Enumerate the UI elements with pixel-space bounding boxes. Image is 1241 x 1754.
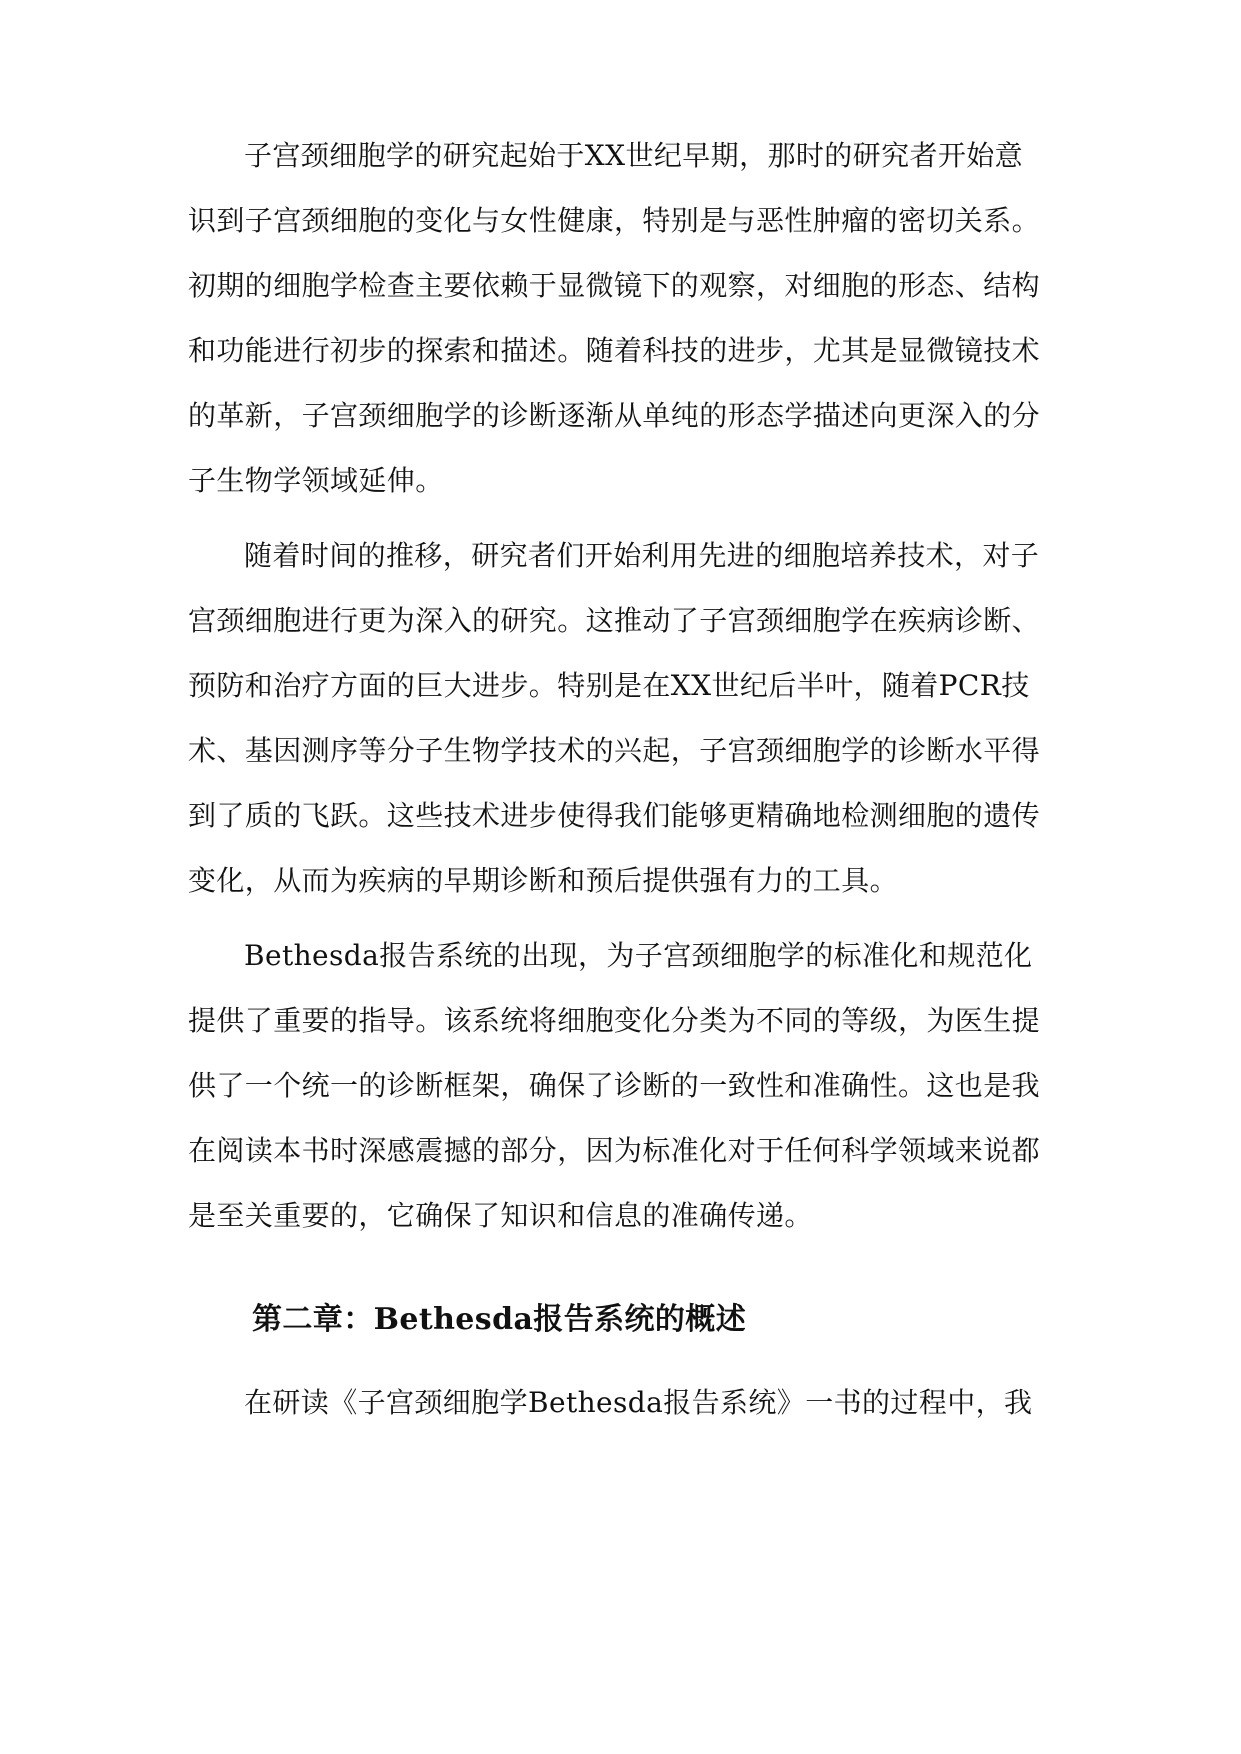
paragraph-1-line-2: 识到子宫颈细胞的变化与女性健康，特别是与恶性肿瘤的密切关系。	[188, 204, 1041, 237]
paragraph-1-line-3: 初期的细胞学检查主要依赖于显微镜下的观察，对细胞的形态、结构	[188, 269, 1041, 302]
paragraph-1-line-6: 子生物学领域延伸。	[188, 464, 444, 497]
paragraph-3-line-1: Bethesda报告系统的出现，为子宫颈细胞学的标准化和规范化	[244, 939, 1033, 972]
paragraph-3-line-5: 是至关重要的，它确保了知识和信息的准确传递。	[188, 1199, 813, 1232]
paragraph-1-line-4: 和功能进行初步的探索和描述。随着科技的进步，尤其是显微镜技术	[188, 334, 1041, 367]
paragraph-3-line-3: 供了一个统一的诊断框架，确保了诊断的一致性和准确性。这也是我	[188, 1069, 1041, 1102]
paragraph-2-line-3: 预防和治疗方面的巨大进步。特别是在XX世纪后半叶，随着PCR技	[188, 669, 1030, 702]
closing-line: 在研读《子宫颈细胞学Bethesda报告系统》一书的过程中，我	[244, 1386, 1033, 1419]
paragraph-3-line-4: 在阅读本书时深感震撼的部分，因为标准化对于任何科学领域来说都	[188, 1134, 1041, 1167]
paragraph-3-line-2: 提供了重要的指导。该系统将细胞变化分类为不同的等级，为医生提	[188, 1004, 1041, 1037]
chapter-heading: 第二章：Bethesda报告系统的概述	[252, 1302, 747, 1337]
paragraph-2-line-1: 随着时间的推移，研究者们开始利用先进的细胞培养技术，对子	[244, 539, 1040, 572]
paragraph-2-line-5: 到了质的飞跃。这些技术进步使得我们能够更精确地检测细胞的遗传	[188, 799, 1041, 832]
paragraph-2-line-4: 术、基因测序等分子生物学技术的兴起，子宫颈细胞学的诊断水平得	[188, 734, 1041, 767]
paragraph-2-line-6: 变化，从而为疾病的早期诊断和预后提供强有力的工具。	[188, 864, 899, 897]
paragraph-1-line-1: 子宫颈细胞学的研究起始于XX世纪早期，那时的研究者开始意	[244, 139, 1024, 172]
paragraph-2-line-2: 宫颈细胞进行更为深入的研究。这推动了子宫颈细胞学在疾病诊断、	[188, 604, 1041, 637]
paragraph-1-line-5: 的革新，子宫颈细胞学的诊断逐渐从单纯的形态学描述向更深入的分	[188, 399, 1041, 432]
